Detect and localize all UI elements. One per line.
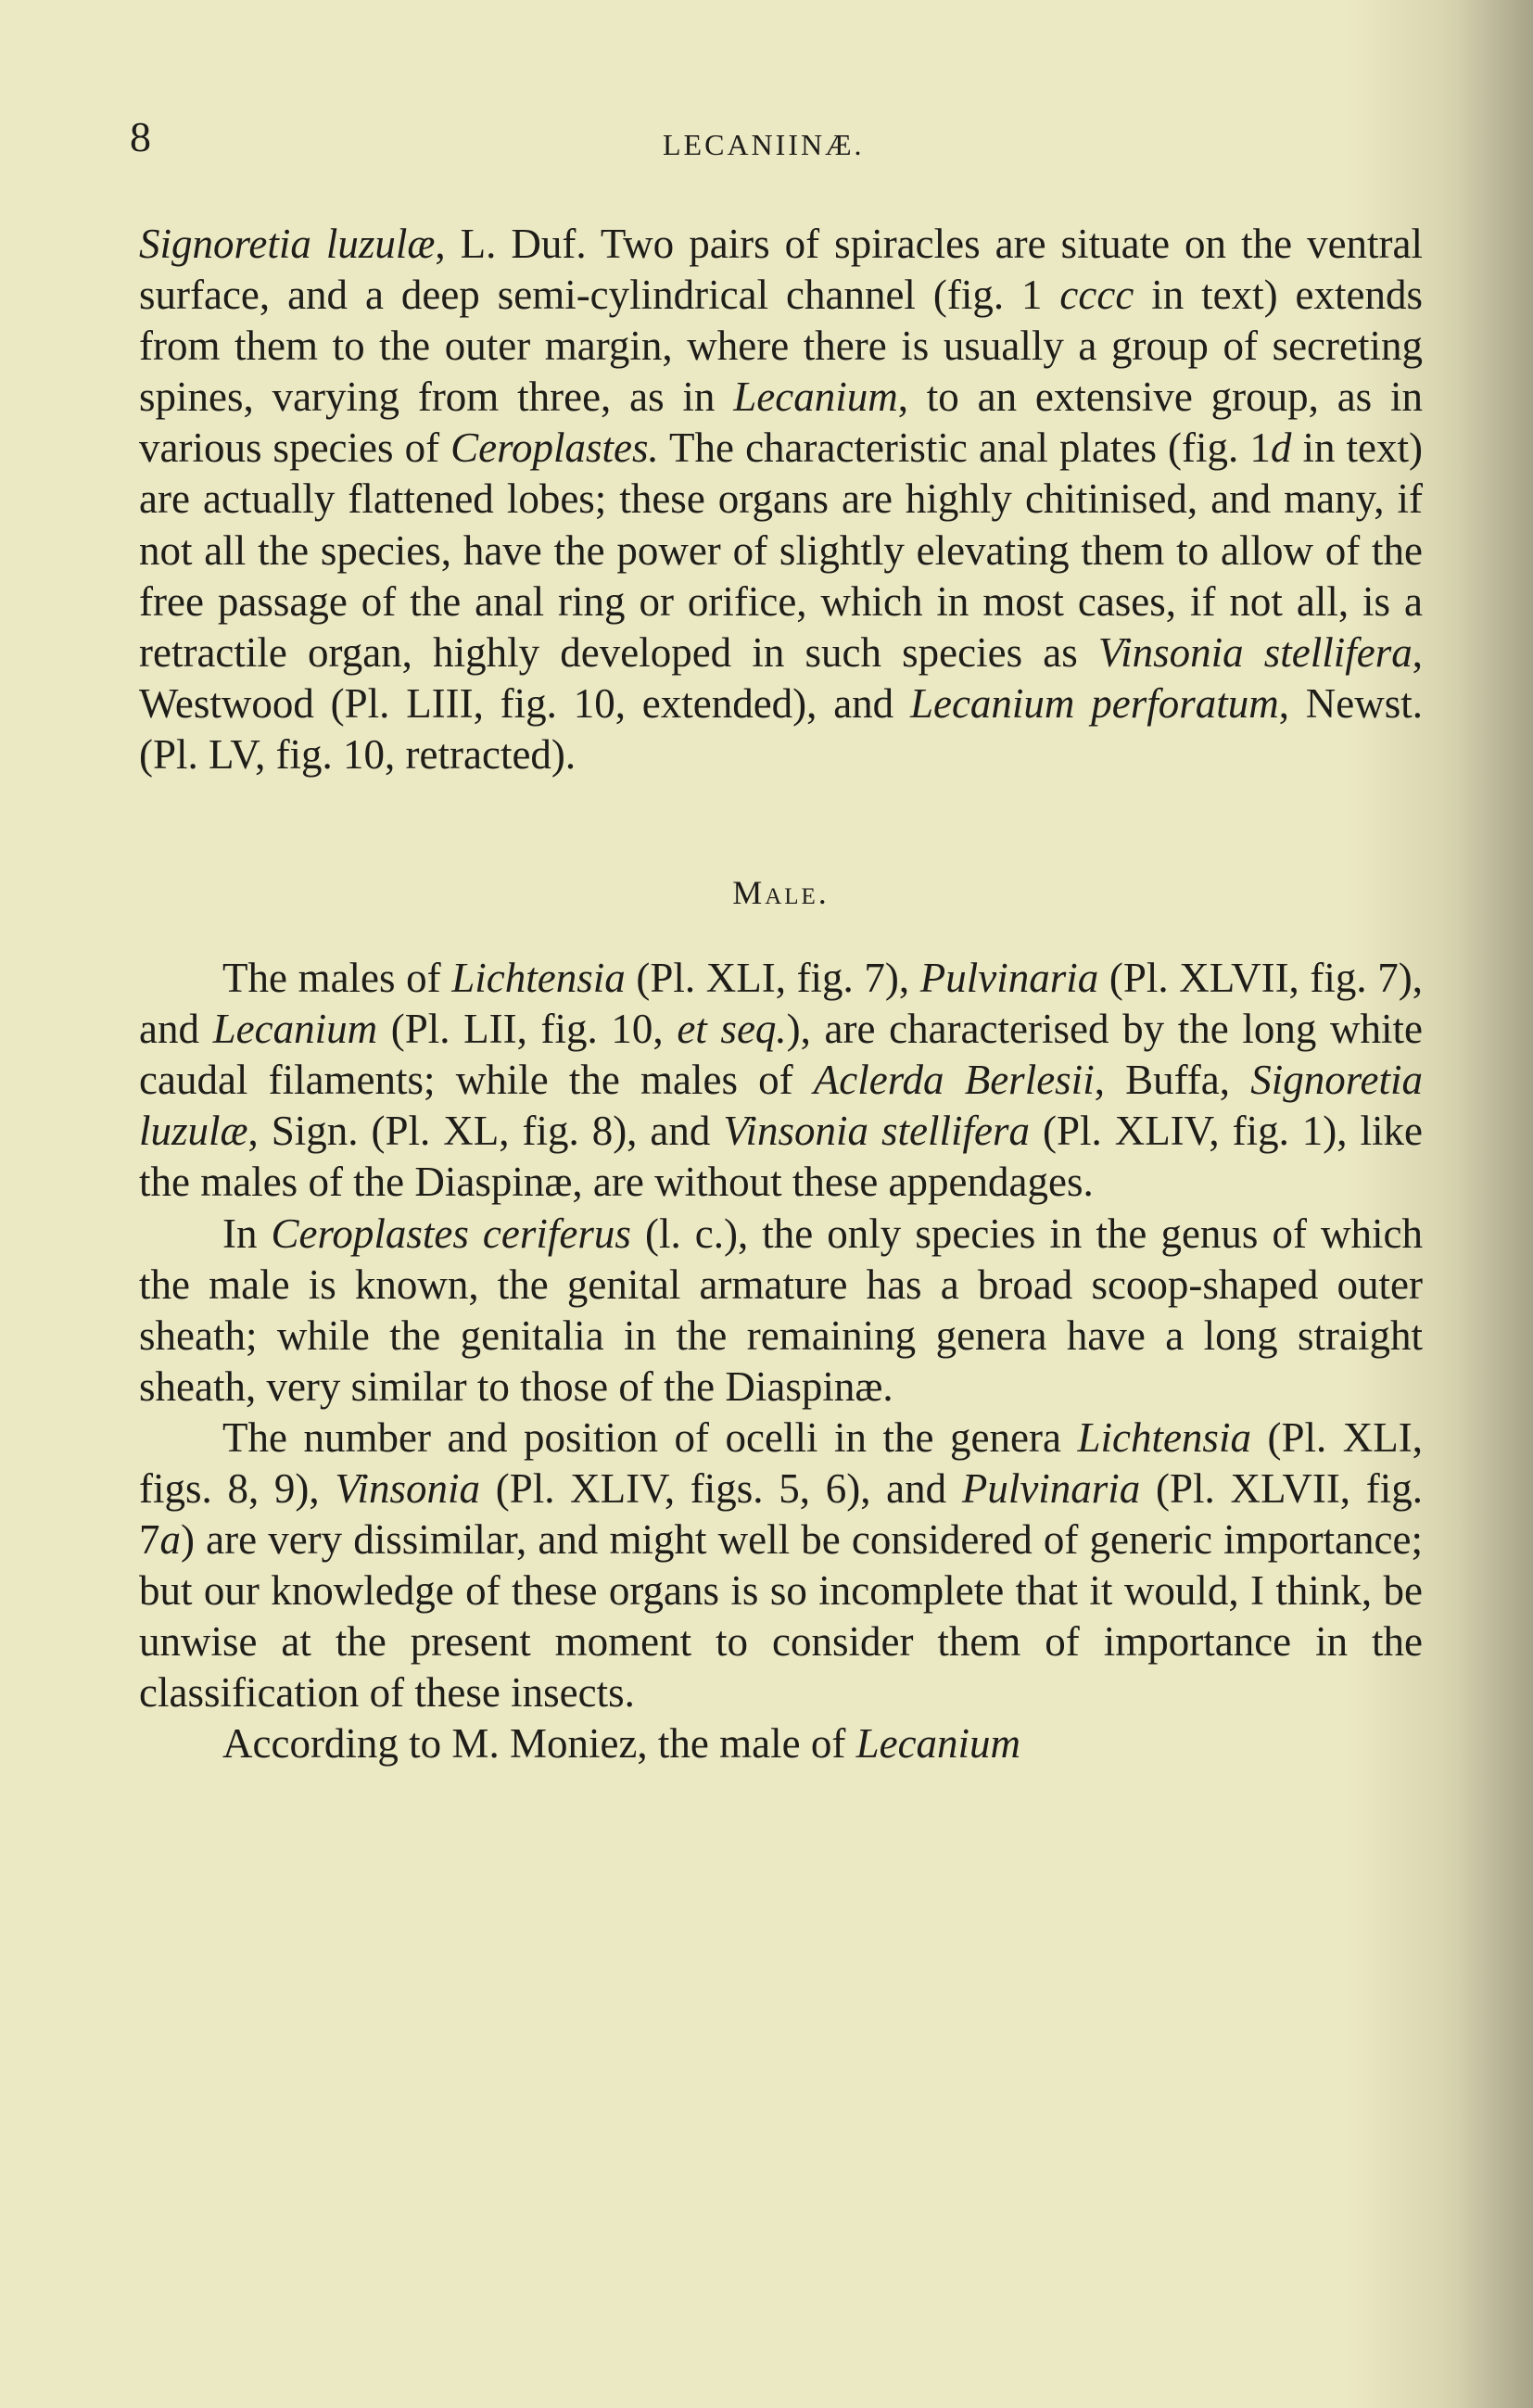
- paragraph: [139, 1413, 1423, 1719]
- running-head: LECANIINÆ.: [663, 128, 865, 161]
- italic-text: Lecanium: [212, 1006, 378, 1053]
- italic-text: Aclerda Berlesii: [813, 1057, 1095, 1104]
- text-segment: (Pl. XLIV, figs. 5, 6), and: [480, 1464, 962, 1512]
- italic-text: Ceroplastes.: [450, 425, 659, 472]
- italic-text: a: [159, 1516, 181, 1564]
- italic-text: d: [1270, 425, 1292, 472]
- italic-text: Vinsonia stellifera: [723, 1108, 1030, 1155]
- text-segment: (Pl. XLI, figs. 8, 9),: [139, 1413, 1423, 1512]
- italic-text: et seq.: [677, 1006, 787, 1053]
- italic-text: Lichtensia: [451, 955, 626, 1002]
- bottom-paragraphs: [139, 953, 1423, 1770]
- italic-text: Pulvinaria: [961, 1464, 1141, 1512]
- text-segment: According to M. Moniez, the male of: [222, 1720, 856, 1768]
- text-segment: ) are very dissimilar, and might well be considered of generic importance; but our knowledge of these organs is so incomplete that it would, I think, be unwise at the present moment to consider them of importance in the classification of these insects.: [139, 1516, 1423, 1717]
- text-segment: , Westwood (Pl. LIII, fig. 10, extended), and: [139, 628, 1423, 727]
- text-segment: The characteristic anal plates (fig. 1: [658, 425, 1271, 472]
- text-segment: (l. c.), the only species in the genus of which the male is known, the genital armature has a broad scoop-shaped outer sheath; while the genitalia in the remaining genera have a long straight sheath, very similar to those of the Diaspinæ.: [139, 1210, 1423, 1410]
- paragraph: [139, 219, 1423, 780]
- italic-text: Vinsonia: [335, 1464, 481, 1512]
- italic-text: Lichtensia: [1077, 1413, 1251, 1461]
- top-paragraphs: [139, 219, 1423, 780]
- italic-text: Signoretia luzulæ: [139, 1057, 1424, 1155]
- body-text: [139, 219, 1423, 1770]
- paragraph: [139, 1718, 1423, 1769]
- page-fold-shadow: [1459, 0, 1533, 2408]
- paragraph: [139, 1209, 1423, 1413]
- text-segment: , to an extensive group, as in various species of: [139, 374, 1424, 472]
- italic-text: Lecanium: [855, 1720, 1021, 1768]
- text-segment: (Pl. XLIV, fig. 1), like the males of the Diaspinæ, are without these appendages.: [139, 1108, 1423, 1206]
- italic-text: Ceroplastes ceriferus: [271, 1210, 631, 1257]
- section-heading: Male.: [732, 874, 830, 912]
- page-header: [130, 109, 1446, 165]
- text-segment: (Pl. XLVII, fig. 7: [139, 1464, 1423, 1564]
- text-segment: (Pl. XLVII, fig. 7), and: [139, 955, 1423, 1053]
- italic-text: Pulvinaria: [919, 955, 1099, 1002]
- text-segment: , Newst. (Pl. LV, fig. 10, retracted).: [139, 679, 1423, 778]
- text-segment: (Pl. LII, fig. 10,: [377, 1006, 678, 1053]
- italic-text: Vinsonia stellifera: [1097, 628, 1413, 676]
- text-segment: ), are characterised by the long white caudal filaments; while the males of: [139, 1006, 1423, 1104]
- italic-text: Lecanium perforatum: [909, 679, 1279, 727]
- text-segment: The number and position of ocelli in the genera: [222, 1413, 1078, 1461]
- italic-text: cccc: [1059, 272, 1134, 319]
- text-segment: In: [222, 1210, 272, 1257]
- italic-text: Signoretia luzulæ: [139, 221, 436, 267]
- text-segment: in text) are actually flattened lobes; these organs are highly chitinised, and many, if not all the species, have the power of slightly elevating them to allow of the free passage of the anal ring or orifice, which in most cases, if not all, is a retractile organ, highly developed in such species as: [139, 425, 1423, 676]
- text-segment: (Pl. XLI, fig. 7),: [625, 955, 920, 1002]
- text-segment: , L. Duf. Two pairs of spiracles are situate on the ventral surface, and a deep semi-cylindrical channel (fig. 1: [139, 221, 1423, 319]
- text-segment: , Sign. (Pl. XL, fig. 8), and: [247, 1108, 724, 1155]
- paragraph: [139, 953, 1423, 1208]
- text-segment: The males of: [222, 955, 452, 1002]
- text-segment: , Buffa,: [1094, 1057, 1251, 1104]
- page-number: 8: [130, 113, 151, 160]
- italic-text: Lecanium: [733, 374, 898, 421]
- text-segment: in text) extends from them to the outer margin, where there is usually a group of secreting spines, varying from three, as in: [139, 272, 1423, 421]
